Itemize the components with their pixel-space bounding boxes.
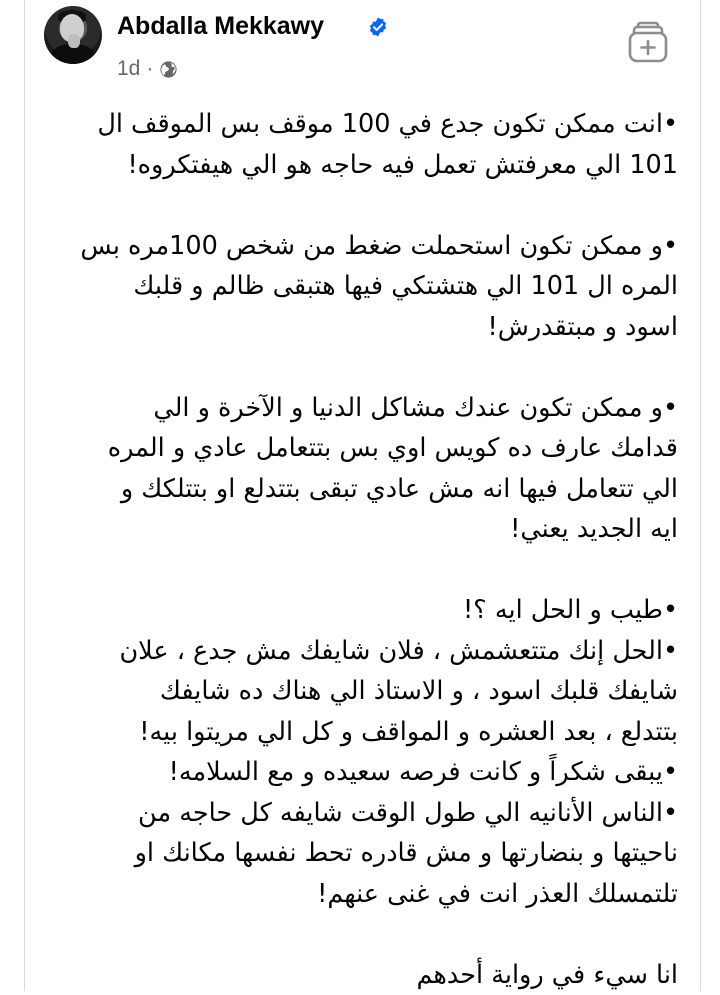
- text-line: تلتمسلك العذر انت في غنى عنهم!: [44, 874, 678, 915]
- text-line: انا سيء في رواية أحدهم: [44, 955, 678, 995]
- paragraph-3: [44, 388, 678, 550]
- paragraph-gap: [44, 550, 678, 591]
- paragraph-gap: [44, 347, 678, 388]
- text-line: المره ال 101 الي هتشتكي فيها هتبقى ظالم و قلبك: [44, 266, 678, 307]
- paragraph-1: [44, 104, 678, 185]
- paragraph-4: [44, 590, 678, 914]
- text-line: ايه الجديد يعني!: [44, 509, 678, 550]
- text-line: قدامك عارف ده كويس اوي بس بتتعامل عادي و المره: [44, 428, 678, 469]
- save-bookmark-icon: [626, 20, 670, 64]
- text-line: •الناس الأنانيه الي طول الوقت شايفه كل حاجه من: [44, 793, 678, 834]
- post-header: [44, 6, 684, 86]
- paragraph-2: [44, 226, 678, 348]
- text-line: ناحيتها و بنضارتها و مش قادره تحط نفسها مكانك او: [44, 833, 678, 874]
- save-bookmark-button[interactable]: [626, 20, 670, 64]
- text-line: •يبقى شكراً و كانت فرصه سعيده و مع السلامه!: [44, 752, 678, 793]
- text-line: •الحل إنك متتعشمش ، فلان شايفك مش جدع ، علان: [44, 631, 678, 672]
- globe-icon[interactable]: [159, 60, 178, 79]
- text-line: •طيب و الحل ايه ؟!: [44, 590, 678, 631]
- text-line: الي تتعامل فيها انه مش عادي تبقى بتتدلع او بتتلكك و: [44, 469, 678, 510]
- author-name[interactable]: Abdalla Mekkawy: [117, 12, 324, 41]
- text-line: 101 الي معرفتش تعمل فيه حاجه هو الي هيفتكروه!: [44, 145, 678, 186]
- text-line: •و ممكن تكون عندك مشاكل الدنيا و الآخرة و الي: [44, 388, 678, 429]
- paragraph-gap: [44, 914, 678, 955]
- avatar[interactable]: [44, 6, 102, 64]
- post-body: [44, 104, 678, 995]
- text-line: بتتدلع ، بعد العشره و المواقف و كل الي مريتوا بيه!: [44, 712, 678, 753]
- verified-badge-icon: [367, 16, 389, 38]
- paragraph-gap: [44, 185, 678, 226]
- text-line: •و ممكن تكون استحملت ضغط من شخص 100مره بس: [44, 226, 678, 267]
- post-meta: [117, 57, 178, 81]
- paragraph-5: [44, 955, 678, 995]
- timestamp[interactable]: 1d: [117, 57, 140, 81]
- text-line: اسود و مبتقدرش!: [44, 307, 678, 348]
- text-line: •انت ممكن تكون جدع في 100 موقف بس الموقف ال: [44, 104, 678, 145]
- text-line: شايفك قلبك اسود ، و الاستاذ الي هناك ده شايفك: [44, 671, 678, 712]
- meta-separator: ·: [146, 57, 153, 81]
